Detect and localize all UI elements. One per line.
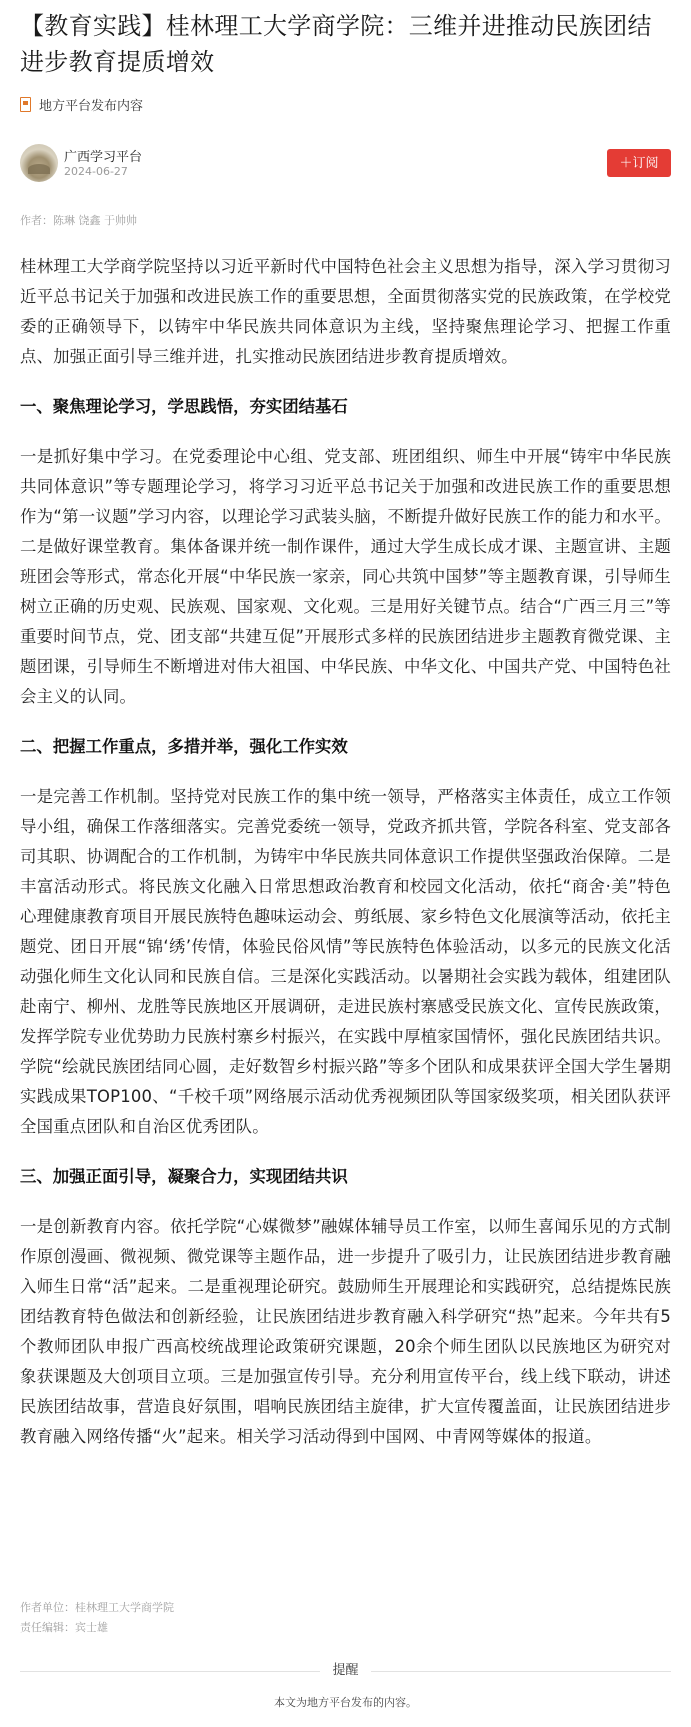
author-name[interactable]: 广西学习平台 — [64, 150, 143, 165]
article-body — [20, 252, 671, 1472]
section-body-3: 一是创新教育内容。依托学院“心媒微梦”融媒体辅导员工作室，以师生喜闻乐见的方式制作原创漫画、微视频、微党课等主题作品，进一步提升了吸引力，让民族团结进步教育融入师生日常“活”起来。二是重视理论研究。鼓励师生开展理论和实践研究，总结提炼民族团结教育特色做法和创新经验，让民族团结进步教育融入科学研究“热”起来。今年共有5个教师团队申报广西高校统战理论政策研究课题，20余个师生团队以民族地区为研究对象获课题及大创项目立项。三是加强宣传引导。充分利用宣传平台，线上线下联动，讲述民族团结故事，营造良好氛围，唱响民族团结主旋律，扩大宣传覆盖面，让民族团结进步教育融入网络传播“火”起来。相关学习活动得到中国网、中青网等媒体的报道。 — [20, 1217, 671, 1446]
section-heading-3: 三、加强正面引导，凝聚合力，实现团结共识 — [20, 1167, 348, 1186]
bookmark-icon — [20, 97, 31, 112]
subscribe-button[interactable]: ＋订阅 — [607, 149, 671, 177]
section-body-1: 一是抓好集中学习。在党委理论中心组、党支部、班团组织、师生中开展“铸牢中华民族共同体意识”等专题理论学习，将学习习近平总书记关于加强和改进民族工作的重要思想作为“第一议题”学习内容，以理论学习武装头脑，不断提升做好民族工作的能力和水平。二是做好课堂教育。集体备课并统一制作课件，通过大学生成长成才课、主题宣讲、主题班团会等形式，常态化开展“中华民族一家亲，同心共筑中国梦”等主题教育课，引导师生树立正确的历史观、民族观、国家观、文化观。三是用好关键节点。结合“广西三月三”等重要时间节点，党、团支部“共建互促”开展形式多样的民族团结进步主题教育微党课、主题团课，引导师生不断增进对伟大祖国、中华民族、中华文化、中国共产党、中国特色社会主义的认同。 — [20, 447, 671, 706]
source-tag — [20, 94, 143, 114]
notice-box — [20, 1660, 671, 1722]
source-tag-label: 地方平台发布内容 — [39, 98, 144, 114]
notice-text: 本文为地方平台发布的内容。 — [274, 1696, 417, 1709]
responsible-editor: 责任编辑：宾士雄 — [20, 1621, 108, 1634]
article-title: 【教育实践】桂林理工大学商学院：三维并进推动民族团结进步教育提质增效 — [20, 12, 652, 76]
section-body-2: 一是完善工作机制。坚持党对民族工作的集中统一领导，严格落实主体责任，成立工作领导小组，确保工作落细落实。完善党委统一领导，党政齐抓共管，学院各科室、党支部各司其职、协调配合的工作机制，为铸牢中华民族共同体意识工作提供坚强政治保障。二是丰富活动形式。将民族文化融入日常思想政治教育和校园文化活动，依托“商舍·美”特色心理健康教育项目开展民族特色趣味运动会、剪纸展、家乡特色文化展演等活动，依托主题党、团日开展“锦‘绣’传情，体验民俗风情”等民族特色体验活动，以多元的民族文化活动强化师生文化认同和民族自信。三是深化实践活动。以暑期社会实践为载体，组建团队赴南宁、柳州、龙胜等民族地区开展调研，走进民族村寨感受民族文化、宣传民族政策，发挥学院专业优势助力民族村寨乡村振兴，在实践中厚植家国情怀，强化民族团结共识。学院“绘就民族团结同心圆，走好数智乡村振兴路”等多个团队和成果获评全国大学生暑期实践成果TOP100、“千校千项”网络展示活动优秀视频团队等国家级奖项，相关团队获评全国重点团队和自治区优秀团队。 — [20, 787, 671, 1136]
section-heading-2: 二、把握工作重点，多措并举，强化工作实效 — [20, 737, 348, 756]
avatar[interactable] — [20, 144, 58, 182]
byline: 作者：陈琳 饶鑫 于帅帅 — [20, 214, 137, 227]
notice-title: 提醒 — [332, 1663, 359, 1678]
author-unit: 作者单位：桂林理工大学商学院 — [20, 1601, 174, 1614]
section-heading-1: 一、聚焦理论学习，学思践悟，夯实团结基石 — [20, 397, 348, 416]
footer-meta — [20, 1598, 174, 1638]
publish-date: 2024-06-27 — [64, 165, 128, 178]
author-row — [20, 144, 671, 184]
intro-paragraph: 桂林理工大学商学院坚持以习近平新时代中国特色社会主义思想为指导，深入学习贯彻习近平总书记关于加强和改进民族工作的重要思想，全面贯彻落实党的民族政策，在学校党委的正确领导下，以铸牢中华民族共同体意识为主线，坚持聚焦理论学习、把握工作重点、加强正面引导三维并进，扎实推动民族团结进步教育提质增效。 — [20, 257, 671, 366]
